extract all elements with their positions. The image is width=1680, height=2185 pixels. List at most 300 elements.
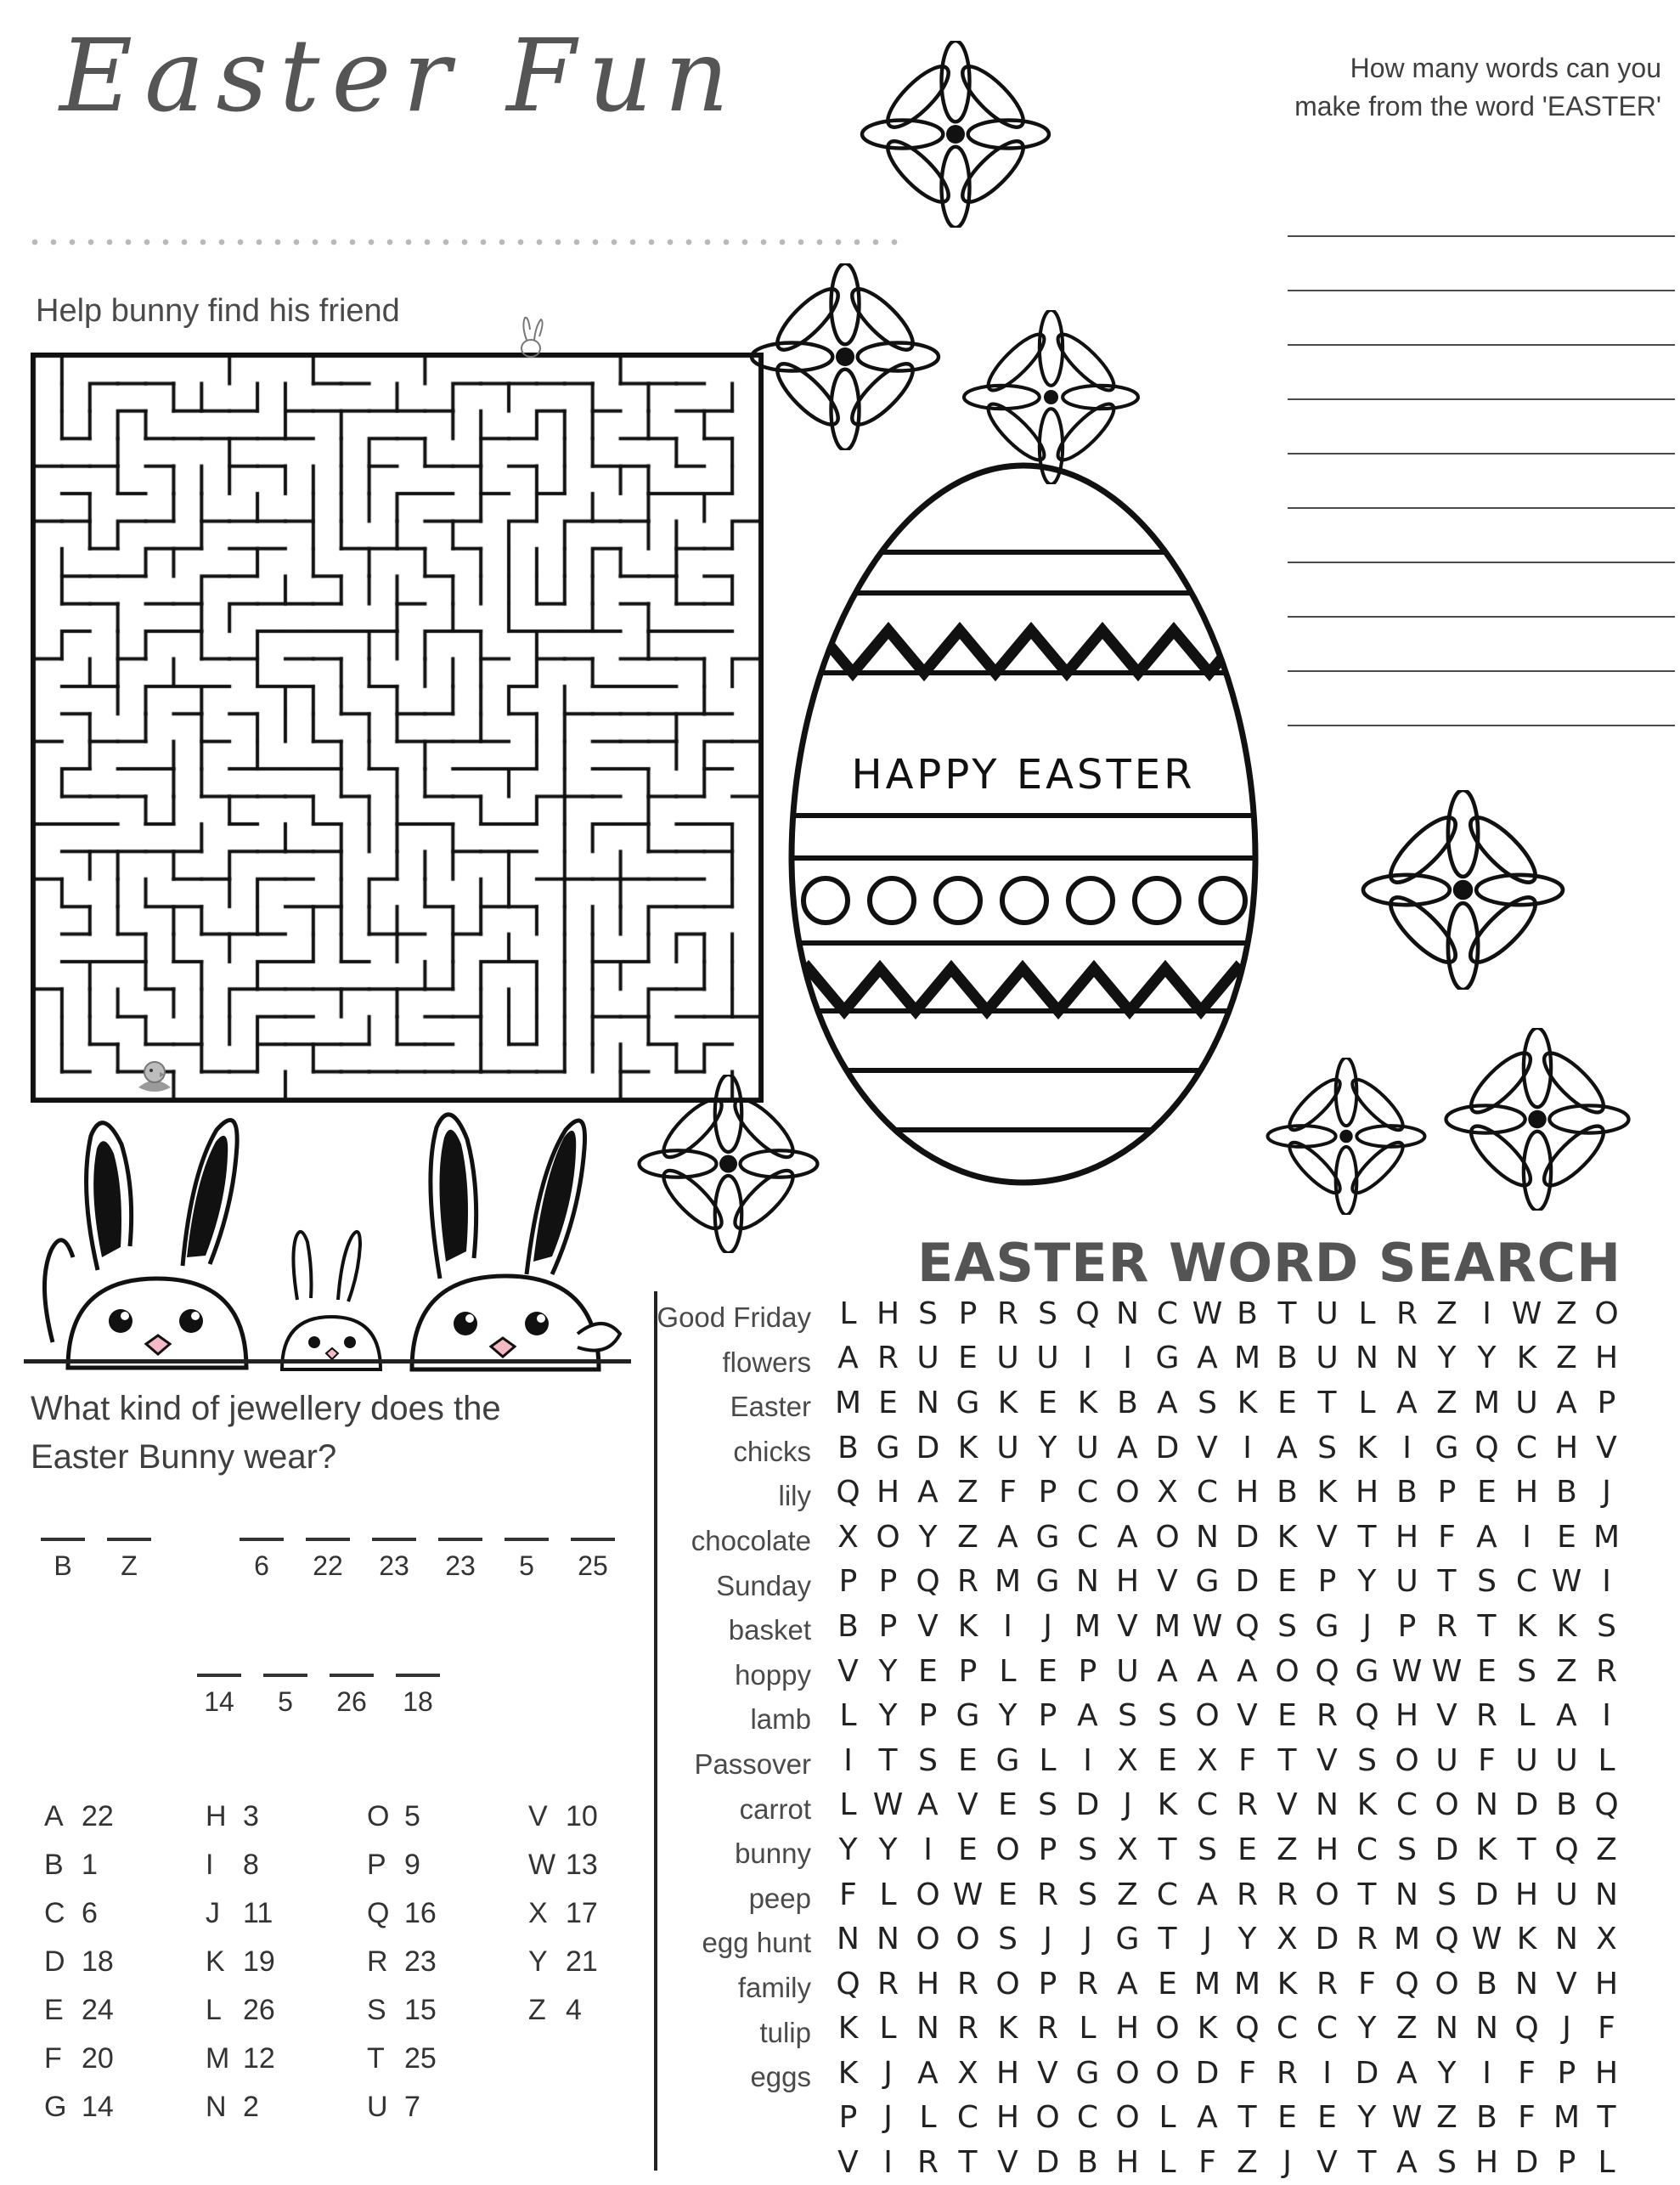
word-search-cell[interactable]: S <box>1118 1698 1137 1734</box>
word-search-cell[interactable]: D <box>916 1430 940 1465</box>
answer-line[interactable] <box>1288 400 1483 455</box>
word-search-cell[interactable]: S <box>1357 1742 1377 1778</box>
word-search-cell[interactable]: H <box>1474 2145 1499 2181</box>
word-search-cell[interactable]: B <box>1556 1787 1577 1823</box>
answer-line[interactable] <box>1288 672 1483 726</box>
word-search-cell[interactable]: J <box>1203 1922 1212 1957</box>
word-search-cell[interactable]: V <box>917 1608 939 1644</box>
word-search-cell[interactable]: Y <box>1357 1564 1377 1600</box>
word-search-cell[interactable]: I <box>1243 1430 1252 1465</box>
word-search-cell[interactable]: P <box>1597 1385 1616 1420</box>
word-search-cell[interactable]: Q <box>836 1966 860 2002</box>
word-search-cell[interactable]: E <box>918 1653 938 1689</box>
answer-line[interactable] <box>1480 563 1675 618</box>
word-search-cell[interactable]: I <box>1522 1519 1531 1555</box>
word-search-cell[interactable]: S <box>1317 1430 1337 1465</box>
word-search-cell[interactable]: N <box>1196 1519 1219 1555</box>
word-search-cell[interactable]: U <box>1515 1385 1538 1420</box>
word-search-cell[interactable]: S <box>1078 1877 1097 1912</box>
cipher-slot[interactable] <box>372 1538 416 1580</box>
word-search-cell[interactable]: U <box>996 1341 1019 1376</box>
word-search-cell[interactable]: Q <box>836 1475 860 1510</box>
word-search-cell[interactable]: H <box>916 1966 940 2002</box>
word-search-cell[interactable]: S <box>1277 1608 1297 1644</box>
word-search-cell[interactable]: E <box>1477 1475 1497 1510</box>
word-search-cell[interactable]: N <box>1116 1296 1139 1331</box>
word-search-cell[interactable]: U <box>1116 1653 1139 1689</box>
word-search-cell[interactable]: D <box>1435 1832 1459 1867</box>
word-search-cell[interactable]: I <box>1123 1341 1132 1376</box>
word-search-cell[interactable]: W <box>872 1787 904 1823</box>
word-search-cell[interactable]: L <box>919 2100 937 2136</box>
word-search-cell[interactable]: P <box>1038 1698 1057 1734</box>
word-search-cell[interactable]: V <box>1277 1787 1298 1823</box>
word-search-cell[interactable]: O <box>1435 1966 1459 2002</box>
word-search-cell[interactable]: W <box>1431 1653 1463 1689</box>
word-search-cell[interactable]: W <box>1192 1296 1223 1331</box>
word-search-cell[interactable]: D <box>1514 1787 1539 1823</box>
word-search-cell[interactable]: F <box>839 1877 857 1912</box>
word-search-cell[interactable]: X <box>1117 1832 1138 1867</box>
word-search-cell[interactable]: D <box>1075 1787 1100 1823</box>
word-search-cell[interactable]: Q <box>916 1564 940 1600</box>
word-search-cell[interactable]: N <box>1475 1787 1498 1823</box>
maze[interactable] <box>31 353 764 1103</box>
word-search-cell[interactable]: E <box>1277 1564 1297 1600</box>
word-search-cell[interactable]: A <box>1277 1430 1298 1465</box>
word-search-cell[interactable]: A <box>917 2055 939 2091</box>
word-search-cell[interactable]: B <box>1476 2100 1497 2136</box>
word-search-cell[interactable]: A <box>1396 2145 1418 2181</box>
word-search-cell[interactable]: Q <box>1435 1922 1459 1957</box>
word-search-cell[interactable]: A <box>1077 1698 1098 1734</box>
word-search-cell[interactable]: N <box>1595 1877 1618 1912</box>
word-search-cell[interactable]: A <box>997 1519 1018 1555</box>
word-search-cell[interactable]: M <box>1393 1922 1421 1957</box>
word-search-cell[interactable]: R <box>1236 1877 1258 1912</box>
word-search-cell[interactable]: Z <box>1596 1832 1617 1867</box>
word-search-cell[interactable]: L <box>999 1653 1017 1689</box>
word-search-cell[interactable]: P <box>1557 2055 1576 2091</box>
word-search-cell[interactable]: N <box>1555 1922 1578 1957</box>
word-search-cell[interactable]: F <box>999 1475 1017 1510</box>
word-search-cell[interactable]: K <box>997 2011 1018 2047</box>
word-search-cell[interactable]: N <box>837 1922 860 1957</box>
word-search-cell[interactable]: W <box>1192 1608 1223 1644</box>
word-search-cell[interactable]: Z <box>1436 1385 1457 1420</box>
word-search-cell[interactable]: J <box>1283 2145 1292 2181</box>
word-search-cell[interactable]: V <box>1037 2055 1058 2091</box>
answer-line[interactable] <box>1480 509 1675 563</box>
word-search-cell[interactable]: E <box>998 1787 1018 1823</box>
word-search-cell[interactable]: R <box>916 2145 939 2181</box>
word-search-cell[interactable]: O <box>1315 1877 1339 1912</box>
cipher-slot[interactable] <box>263 1674 307 1716</box>
answer-line[interactable] <box>1480 346 1675 400</box>
word-search-cell[interactable]: K <box>1077 1385 1098 1420</box>
word-search-cell[interactable]: H <box>1514 1475 1539 1510</box>
word-search-cell[interactable]: R <box>956 2011 978 2047</box>
word-search-cell[interactable]: I <box>1402 1430 1412 1465</box>
word-search-cell[interactable]: S <box>1437 2145 1457 2181</box>
word-search-cell[interactable]: Z <box>1556 1341 1577 1376</box>
word-search-cell[interactable]: R <box>1276 1877 1298 1912</box>
word-search-cell[interactable]: N <box>1395 1877 1418 1912</box>
word-search-cell[interactable]: M <box>1473 1385 1501 1420</box>
word-search-cell[interactable]: D <box>1514 2145 1539 2181</box>
word-search-cell[interactable]: J <box>883 2100 893 2136</box>
word-search-cell[interactable]: B <box>1277 1475 1298 1510</box>
word-search-cell[interactable]: Q <box>1474 1430 1499 1465</box>
word-search-cell[interactable]: L <box>1358 1385 1376 1420</box>
word-search-cell[interactable]: C <box>1156 1296 1179 1331</box>
word-search-cell[interactable]: G <box>1155 1341 1180 1376</box>
word-search-cell[interactable]: B <box>837 1430 859 1465</box>
cipher-slot[interactable] <box>240 1538 284 1580</box>
word-search-cell[interactable]: L <box>839 1296 857 1331</box>
word-search-cell[interactable]: A <box>1117 1966 1138 2002</box>
word-search-cell[interactable]: T <box>1158 1922 1177 1957</box>
word-search-cell[interactable]: X <box>1117 1742 1138 1778</box>
word-search-cell[interactable]: N <box>1356 1341 1378 1376</box>
word-search-cell[interactable]: R <box>1236 1787 1258 1823</box>
word-search-cell[interactable]: O <box>1115 1475 1140 1510</box>
word-search-cell[interactable]: S <box>998 1922 1018 1957</box>
word-search-cell[interactable]: E <box>1277 1698 1297 1734</box>
word-search-cell[interactable]: R <box>1595 1653 1617 1689</box>
word-search-cell[interactable]: O <box>916 1922 940 1957</box>
word-search-cell[interactable]: F <box>1478 1742 1496 1778</box>
word-search-cell[interactable]: U <box>1555 1742 1578 1778</box>
word-search-cell[interactable]: Z <box>1117 1877 1138 1912</box>
word-search-cell[interactable]: H <box>1235 1475 1260 1510</box>
word-search-cell[interactable]: M <box>1553 2100 1581 2136</box>
word-search-cell[interactable]: B <box>1077 2145 1098 2181</box>
word-search-cell[interactable]: V <box>1237 1698 1258 1734</box>
word-search-cell[interactable]: X <box>1277 1922 1298 1957</box>
word-search-cell[interactable]: E <box>998 1877 1018 1912</box>
word-search-cell[interactable]: K <box>997 1385 1018 1420</box>
word-search-cell[interactable]: Y <box>878 1698 898 1734</box>
word-search-cell[interactable]: D <box>1315 1922 1339 1957</box>
word-search-cell[interactable]: S <box>918 1742 938 1778</box>
word-search-cell[interactable]: C <box>1076 2100 1099 2136</box>
word-search-cell[interactable]: H <box>1395 1519 1419 1555</box>
cipher-slot[interactable] <box>396 1674 440 1716</box>
word-search-cell[interactable]: S <box>1078 1832 1097 1867</box>
word-search-cell[interactable]: X <box>1197 1742 1218 1778</box>
word-search-cell[interactable]: P <box>958 1653 978 1689</box>
word-search-cell[interactable]: M <box>1233 1341 1261 1376</box>
word-search-cell[interactable]: C <box>1196 1475 1219 1510</box>
word-search-cell[interactable]: F <box>1518 2055 1536 2091</box>
word-search-cell[interactable]: C <box>1515 1564 1538 1600</box>
word-search-cell[interactable]: W <box>1391 1653 1423 1689</box>
word-search-cell[interactable]: M <box>1593 1519 1621 1555</box>
word-search-cell[interactable]: Y <box>1357 2100 1377 2136</box>
answer-line[interactable] <box>1480 455 1675 509</box>
word-search-cell[interactable]: P <box>878 1608 898 1644</box>
word-search-cell[interactable]: A <box>1476 1519 1497 1555</box>
word-search-cell[interactable]: V <box>1157 1564 1178 1600</box>
word-search-cell[interactable]: B <box>837 1608 859 1644</box>
word-search-cell[interactable]: R <box>956 1564 978 1600</box>
word-search-cell[interactable]: Y <box>878 1832 898 1867</box>
word-search-cell[interactable]: V <box>1596 1430 1617 1465</box>
word-search-cell[interactable]: T <box>1357 2145 1377 2181</box>
word-search-cell[interactable]: Y <box>1357 2011 1377 2047</box>
word-search-cell[interactable]: R <box>1395 1296 1418 1331</box>
word-search-cell[interactable]: K <box>1356 1787 1378 1823</box>
word-search-cell[interactable]: B <box>1556 1475 1577 1510</box>
word-search-cell[interactable]: A <box>1117 1430 1138 1465</box>
word-search-cell[interactable]: V <box>837 1653 859 1689</box>
word-search-cell[interactable]: O <box>1035 2100 1060 2136</box>
word-search-cell[interactable]: J <box>883 2055 893 2091</box>
word-search-cell[interactable]: J <box>1043 1922 1052 1957</box>
word-search-cell[interactable]: L <box>1598 1742 1615 1778</box>
word-search-cell[interactable]: Y <box>918 1519 938 1555</box>
word-search-cell[interactable]: R <box>1475 1698 1497 1734</box>
word-search-cell[interactable]: F <box>1358 1966 1376 2002</box>
word-search-cell[interactable]: H <box>1594 1341 1619 1376</box>
word-search-cell[interactable]: U <box>1555 1877 1578 1912</box>
word-search-cell[interactable]: E <box>1557 1519 1576 1555</box>
word-search-cell[interactable]: R <box>1435 1608 1457 1644</box>
word-search-cell[interactable]: A <box>1556 1385 1577 1420</box>
word-search-cell[interactable]: R <box>1276 2055 1298 2091</box>
word-search-cell[interactable]: S <box>1477 1564 1497 1600</box>
word-search-cell[interactable]: R <box>1316 1698 1338 1734</box>
word-search-cell[interactable]: L <box>1159 2145 1176 2181</box>
word-search-cell[interactable]: S <box>1158 1698 1177 1734</box>
word-search-cell[interactable]: H <box>1355 1475 1379 1510</box>
word-search-cell[interactable]: P <box>1317 1564 1337 1600</box>
word-search-cell[interactable]: A <box>1157 1385 1178 1420</box>
word-search-cell[interactable]: S <box>1517 1653 1536 1689</box>
word-search-cell[interactable]: I <box>1482 2055 1491 2091</box>
word-search-cell[interactable]: P <box>878 1564 898 1600</box>
word-search-cell[interactable]: C <box>1395 1787 1418 1823</box>
word-search-cell[interactable]: B <box>1237 1296 1258 1331</box>
word-search-cell[interactable]: X <box>1157 1475 1178 1510</box>
word-search-cell[interactable]: U <box>1316 1341 1339 1376</box>
word-search-cell[interactable]: Q <box>1075 1296 1100 1331</box>
word-search-cell[interactable]: X <box>837 1519 859 1555</box>
cipher-slot[interactable] <box>107 1538 151 1580</box>
word-search-cell[interactable]: W <box>1511 1296 1542 1331</box>
word-search-cell[interactable]: T <box>1597 2100 1616 2136</box>
word-search-cell[interactable]: N <box>1515 1966 1538 2002</box>
word-search-cell[interactable]: Q <box>1235 1608 1260 1644</box>
word-search-cell[interactable]: K <box>1237 1385 1258 1420</box>
word-search-cell[interactable]: M <box>834 1385 862 1420</box>
word-search-cell[interactable]: A <box>1197 1653 1218 1689</box>
word-search-cell[interactable]: O <box>1155 1519 1180 1555</box>
word-search-cell[interactable]: U <box>916 1341 939 1376</box>
word-search-cell[interactable]: H <box>995 2100 1020 2136</box>
word-search-cell[interactable]: R <box>1316 1966 1338 2002</box>
word-search-cell[interactable]: Z <box>957 1475 978 1510</box>
word-search-cell[interactable]: V <box>1197 1430 1218 1465</box>
word-search-cell[interactable]: D <box>1155 1430 1180 1465</box>
cipher-slot[interactable] <box>505 1538 549 1580</box>
word-search-cell[interactable]: T <box>1237 2100 1257 2136</box>
word-search-cell[interactable]: T <box>1277 1296 1297 1331</box>
word-search-cell[interactable]: O <box>1155 2011 1180 2047</box>
word-search-cell[interactable]: D <box>1035 2145 1060 2181</box>
word-search-cell[interactable]: K <box>1316 1475 1338 1510</box>
word-search-cell[interactable]: S <box>1038 1787 1057 1823</box>
word-search-cell[interactable]: W <box>1391 2100 1423 2136</box>
word-search-cell[interactable]: K <box>1516 1922 1537 1957</box>
word-search-cell[interactable]: K <box>1476 1832 1497 1867</box>
word-search-cell[interactable]: H <box>995 2055 1020 2091</box>
word-search-cell[interactable]: Z <box>1556 1653 1577 1689</box>
word-search-cell[interactable]: A <box>1556 1698 1577 1734</box>
word-search-cell[interactable]: P <box>1038 1832 1057 1867</box>
word-search-cell[interactable]: L <box>879 1877 897 1912</box>
word-search-cell[interactable]: L <box>1079 2011 1097 2047</box>
word-search-cell[interactable]: I <box>923 1832 933 1867</box>
word-challenge-lines-column-1[interactable] <box>1288 183 1483 726</box>
word-search-cell[interactable]: E <box>958 1832 978 1867</box>
word-search-cell[interactable]: R <box>1076 1966 1098 2002</box>
word-search-cell[interactable]: R <box>877 1966 899 2002</box>
word-search-cell[interactable]: U <box>1316 1296 1339 1331</box>
word-search-cell[interactable]: H <box>876 1296 900 1331</box>
word-search-cell[interactable]: E <box>1317 2100 1337 2136</box>
word-search-cell[interactable]: K <box>1556 1608 1577 1644</box>
word-search-cell[interactable]: J <box>1083 1922 1092 1957</box>
word-search-cell[interactable]: N <box>1076 1564 1099 1600</box>
word-search-cell[interactable]: C <box>1515 1430 1538 1465</box>
word-search-cell[interactable]: D <box>1355 2055 1379 2091</box>
word-search-cell[interactable]: Y <box>998 1698 1018 1734</box>
word-search-cell[interactable]: Y <box>1437 1341 1457 1376</box>
word-search-cell[interactable]: N <box>1435 2011 1458 2047</box>
word-search-cell[interactable]: G <box>1035 1564 1060 1600</box>
word-search-cell[interactable]: V <box>1316 2145 1338 2181</box>
word-search-cell[interactable]: C <box>1156 1877 1179 1912</box>
word-search-cell[interactable]: A <box>1396 2055 1418 2091</box>
word-search-cell[interactable]: J <box>1602 1475 1611 1510</box>
word-search-cell[interactable]: P <box>1557 2145 1576 2181</box>
word-search-cell[interactable]: I <box>883 2145 893 2181</box>
word-search-cell[interactable]: N <box>916 1385 939 1420</box>
cipher-slot[interactable] <box>197 1674 241 1716</box>
word-search-cell[interactable]: D <box>1235 1519 1260 1555</box>
word-search-cell[interactable]: Y <box>1477 1341 1497 1376</box>
word-search-cell[interactable]: S <box>1437 1877 1457 1912</box>
word-search-cell[interactable]: C <box>1316 2011 1339 2047</box>
word-search-cell[interactable]: Q <box>1395 1966 1419 2002</box>
word-search-cell[interactable]: Q <box>1514 2011 1539 2047</box>
word-search-cell[interactable]: Q <box>1235 2011 1260 2047</box>
word-search-cell[interactable]: T <box>1517 1832 1536 1867</box>
answer-line[interactable] <box>1480 291 1675 346</box>
word-search-cell[interactable]: O <box>1275 1653 1299 1689</box>
word-search-cell[interactable]: H <box>1115 1564 1140 1600</box>
word-search-cell[interactable]: T <box>1357 1877 1377 1912</box>
word-search-cell[interactable]: C <box>1076 1519 1099 1555</box>
word-search-cell[interactable]: H <box>1315 1832 1339 1867</box>
word-search-cell[interactable]: E <box>1477 1653 1497 1689</box>
word-search-cell[interactable]: V <box>1316 1742 1338 1778</box>
word-search-cell[interactable]: G <box>995 1742 1020 1778</box>
word-search-cell[interactable]: Q <box>1315 1653 1339 1689</box>
word-search-cell[interactable]: P <box>1038 1475 1057 1510</box>
word-search-cell[interactable]: L <box>839 1787 857 1823</box>
word-search-cell[interactable]: G <box>956 1385 980 1420</box>
word-search-cell[interactable]: E <box>1158 1966 1177 2002</box>
word-search-cell[interactable]: R <box>956 1966 978 2002</box>
word-search-cell[interactable]: S <box>1198 1385 1217 1420</box>
word-search-cell[interactable]: V <box>837 2145 859 2181</box>
word-search-cell[interactable]: S <box>1597 1608 1616 1644</box>
word-search-cell[interactable]: P <box>838 2100 858 2136</box>
word-search-cell[interactable]: S <box>918 1296 938 1331</box>
word-search-cell[interactable]: K <box>837 2055 859 2091</box>
word-search-cell[interactable]: P <box>1397 1608 1417 1644</box>
word-search-cell[interactable]: V <box>997 2145 1018 2181</box>
word-search-cell[interactable]: O <box>1195 1698 1220 1734</box>
word-search-cell[interactable]: E <box>958 1341 978 1376</box>
word-search-cell[interactable]: O <box>1594 1296 1619 1331</box>
word-search-cell[interactable]: Z <box>1436 2100 1457 2136</box>
word-search-cell[interactable]: G <box>1315 1608 1339 1644</box>
word-search-cell[interactable]: H <box>1554 1430 1579 1465</box>
answer-line[interactable] <box>1288 183 1483 237</box>
word-search-cell[interactable]: W <box>1551 1564 1582 1600</box>
word-search-cell[interactable]: R <box>877 1341 899 1376</box>
word-search-cell[interactable]: A <box>917 1787 939 1823</box>
word-search-cell[interactable]: L <box>1358 1296 1376 1331</box>
word-search-cell[interactable]: V <box>1316 1519 1338 1555</box>
word-search-cell[interactable]: T <box>1437 1564 1457 1600</box>
word-search-cell[interactable]: X <box>957 2055 978 2091</box>
word-search-cell[interactable]: V <box>957 1787 978 1823</box>
word-search-cell[interactable]: E <box>958 1742 978 1778</box>
word-search-cell[interactable]: I <box>1083 1341 1092 1376</box>
word-search-cell[interactable]: O <box>1115 2055 1140 2091</box>
word-search-cell[interactable]: E <box>1237 1832 1257 1867</box>
word-search-cell[interactable]: W <box>952 1877 984 1912</box>
answer-line[interactable] <box>1288 291 1483 346</box>
answer-line[interactable] <box>1288 563 1483 618</box>
word-search-cell[interactable]: P <box>958 1296 978 1331</box>
word-search-cell[interactable]: K <box>1516 1608 1537 1644</box>
answer-line[interactable] <box>1288 346 1483 400</box>
word-search-cell[interactable]: R <box>1356 1922 1378 1957</box>
word-search-cell[interactable]: K <box>957 1430 978 1465</box>
word-search-cell[interactable]: P <box>1078 1653 1097 1689</box>
cipher-slot[interactable] <box>41 1538 85 1580</box>
word-search-cell[interactable]: O <box>995 1832 1020 1867</box>
answer-line[interactable] <box>1480 672 1675 726</box>
word-search-cell[interactable]: I <box>1003 1608 1012 1644</box>
word-search-cell[interactable]: A <box>917 1475 939 1510</box>
word-search-cell[interactable]: I <box>1083 1742 1092 1778</box>
word-search-cell[interactable]: A <box>1197 1341 1218 1376</box>
word-search-cell[interactable]: M <box>1233 1966 1261 2002</box>
word-search-cell[interactable]: O <box>1395 1742 1419 1778</box>
word-search-cell[interactable]: F <box>1198 2145 1216 2181</box>
word-search-cell[interactable]: O <box>876 1519 900 1555</box>
word-search-cell[interactable]: I <box>1482 1296 1491 1331</box>
cipher-slot[interactable] <box>330 1674 374 1716</box>
word-search-cell[interactable]: K <box>837 2011 859 2047</box>
